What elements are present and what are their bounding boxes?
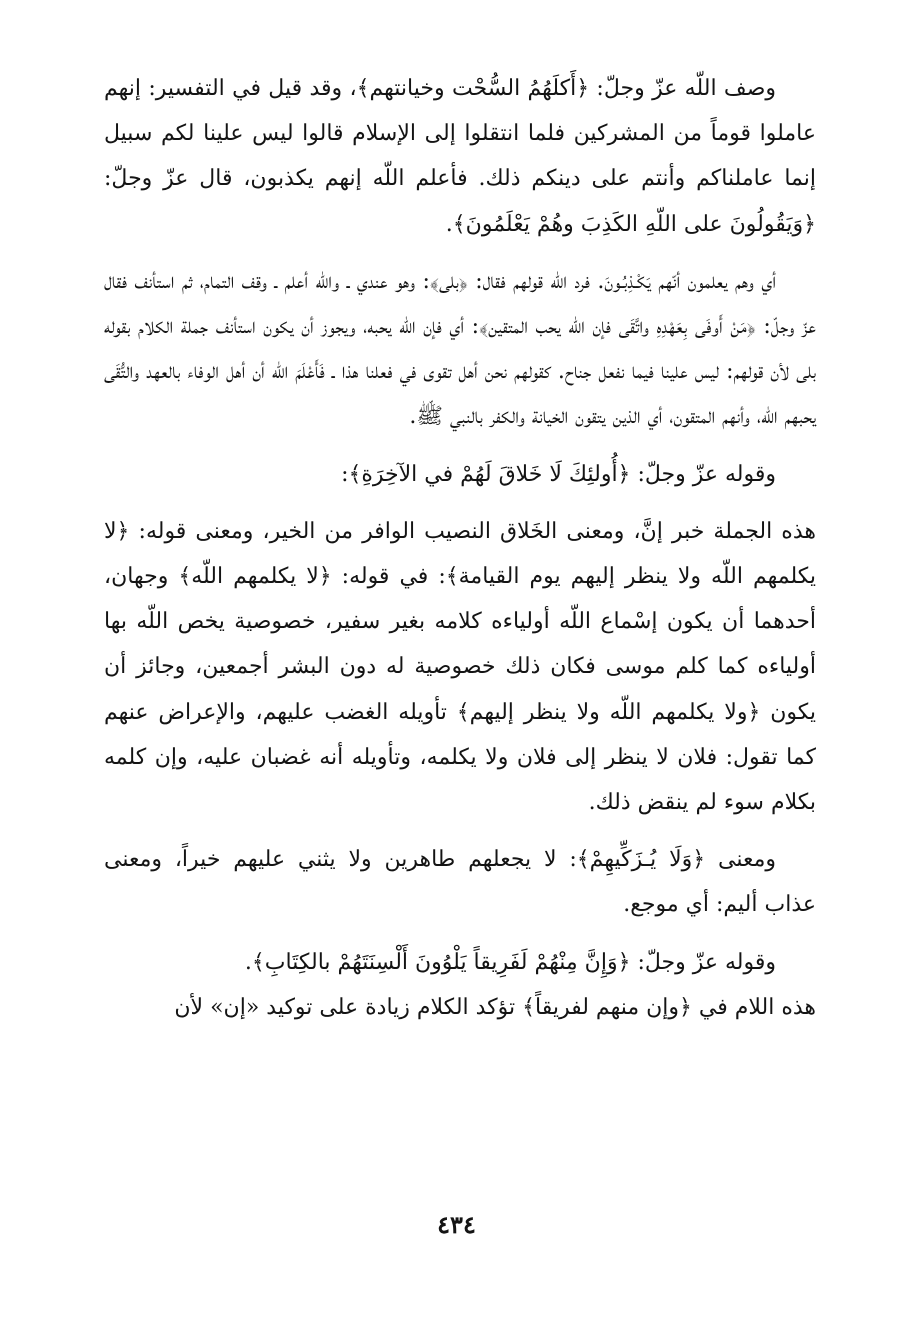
paragraph-5: ومعنى ﴿وَلَا يُـزَكِّيهِمْ﴾: لا يجعلهم طاهرين ولا يثني عليهم خيراً، ومعنى عذاب أليم: أي موجع. [104,847,816,918]
paragraph-2: أي وهم يعلمون أنّهم يَكْـذِبُـونَ. فرد اللّه قولهم فقال: ﴿بلى﴾: وهو عندي ـ واللّه أعلم ـ وقف التمام، ثم استأنف فقال عزّ وجلّ: ﴿مَنْ أَوفَى بِعَهْدِهِ واتَّقَى فإن اللّه يحب المتقين﴾: أي فإن اللّه يحبه، ويجوز أن يكون استأنف جملة الكلام بقوله بلى لأن قولهم: ليس علينا فيما نفعل جناح. كقولهم نحن أهل تقوى في فعلنا هذا ـ فَأَعْلَمَ اللّه أن أهل الوفاء بالعهد والتُّقَى يحبهم اللّه، وأنهم المتقون، أي الذين يتقون الخيانة والكفر بالنبي ﷺ. [104,268,816,430]
paragraph-3: وقوله عزّ وجلّ: ﴿أُولئِكَ لَا خَلاقَ لَهُمْ في الآخِرَةِ﴾: [341,461,776,487]
page-number: ٤٣٤ [437,1210,476,1239]
paragraph-6: وقوله عزّ وجلّ: ﴿وَإِنَّ مِنْهُمْ لَفَرِيقاً يَلْوُونَ أَلْسِنَتَهُمْ بالكِتَابِ﴾. [244,949,776,975]
paragraph-7: هذه اللام في ﴿وإن منهم لفريقاً﴾ تؤكد الكلام زيادة على توكيد «إن» لأن [174,994,816,1020]
body-text [104,66,816,1030]
paragraph-1: وصف اللّه عزّ وجلّ: ﴿أَكلَهُمُ السُّحْت وخيانتهم﴾، وقد قيل في التفسير: إنهم عاملوا قوماً من المشركين فلما انتقلوا إلى الإسلام قالوا ليس علينا لكم سبيل إنما عاملناكم وأنتم على دينكم ذلك. فأعلم اللّه إنهم يكذبون، قال عزّ وجلّ: ﴿وَيَقُولُونَ على اللّهِ الكَذِبَ وهُمْ يَعْلَمُونَ﴾. [104,76,816,237]
paragraph-4: هذه الجملة خبر إنَّ، ومعنى الخَلاق النصيب الوافر من الخير، ومعنى قوله: ﴿لا يكلمهم اللّه ولا ينظر إليهم يوم القيامة﴾: في قوله: ﴿لا يكلمهم اللّه﴾ وجهان، أحدهما أن يكون إسْماع اللّه أولياءه كلامه بغير سفير، خصوصية يخص اللّه بها أولياءه كما كلم موسى فكان ذلك خصوصية له دون البشر أجمعين، وجائز أن يكون ﴿ولا يكلمهم اللّه ولا ينظر إليهم﴾ تأويله الغضب عليهم، والإعراض عنهم كما تقول: فلان لا ينظر إلى فلان ولا يكلمه، وتأويله أنه غضبان عليه، وإن كلمه بكلام سوء لم ينقض ذلك. [104,518,816,816]
